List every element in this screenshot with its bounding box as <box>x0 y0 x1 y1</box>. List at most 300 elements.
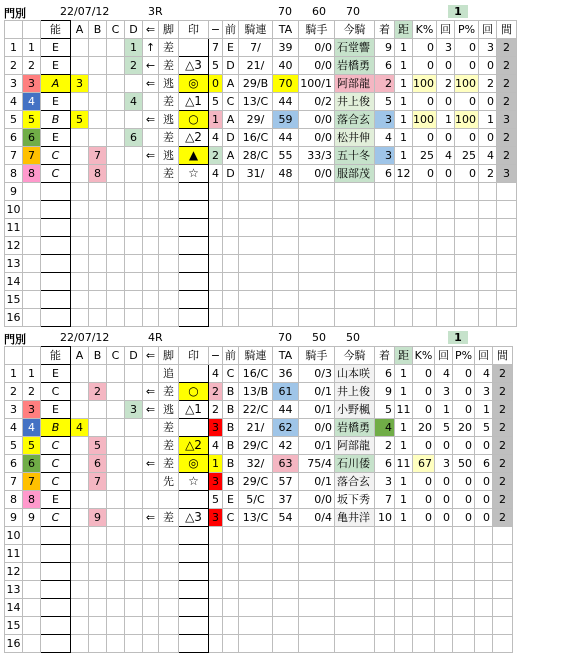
cell-jockey-name <box>335 291 375 309</box>
cell-k-count <box>435 545 453 563</box>
cell-ta <box>273 201 299 219</box>
cell-dist <box>395 273 413 291</box>
table-row <box>5 255 517 273</box>
cell-col-d <box>125 581 143 599</box>
cell-mark <box>179 581 209 599</box>
cell-col-d <box>125 147 143 165</box>
cell-finish <box>375 617 395 635</box>
cell-col-c <box>107 93 125 111</box>
cell-p-count: 4 <box>479 147 497 165</box>
cell-col-a <box>71 437 89 455</box>
cell-gate <box>23 183 41 201</box>
cell-finish: 3 <box>375 111 395 129</box>
cell-k-pct <box>413 237 437 255</box>
cell-mark: ◎ <box>179 455 209 473</box>
cell-jockey-rate: 100/1 <box>299 75 335 93</box>
cell-col-a <box>71 201 89 219</box>
cell-rank <box>41 309 71 327</box>
cell-jockey-rate: 0/1 <box>299 401 335 419</box>
cell-gate <box>23 237 41 255</box>
cell-k-pct: 0 <box>413 39 437 57</box>
cell-col-c <box>107 75 125 93</box>
cell-dist <box>395 527 413 545</box>
cell-rank: E <box>41 491 71 509</box>
cell-p-count <box>479 237 497 255</box>
cell-front: B <box>223 401 239 419</box>
cell-dash <box>209 581 223 599</box>
cell-p-pct <box>455 309 479 327</box>
cell-front: A <box>223 147 239 165</box>
cell-finish: 3 <box>375 473 395 491</box>
cell-style <box>159 291 179 309</box>
cell-rank <box>41 237 71 255</box>
col-header-row-num <box>5 21 23 39</box>
table-row <box>5 237 517 255</box>
cell-finish: 4 <box>375 419 395 437</box>
cell-k-pct: 0 <box>413 129 437 147</box>
cell-jockey-rate <box>299 219 335 237</box>
cell-rank: E <box>41 39 71 57</box>
cell-style: 差 <box>159 383 179 401</box>
col-header-mark: 印 <box>179 347 209 365</box>
cell-front <box>223 581 239 599</box>
cell-mark: △3 <box>179 509 209 527</box>
cell-col-d <box>125 75 143 93</box>
cell-k-pct <box>413 527 435 545</box>
cell-front: B <box>223 437 239 455</box>
cell-mark: ☆ <box>179 165 209 183</box>
cell-jockey-name <box>335 545 375 563</box>
cell-mark <box>179 527 209 545</box>
cell-col-b <box>89 219 107 237</box>
cell-dist: 11 <box>395 401 413 419</box>
cell-p-count <box>475 581 493 599</box>
cell-interval: 2 <box>493 509 513 527</box>
cell-col-b: 7 <box>89 147 107 165</box>
cell-mark <box>179 39 209 57</box>
cell-rank <box>41 527 71 545</box>
cell-jockey-combo: 13/C <box>239 93 273 111</box>
cell-jockey-rate: 0/0 <box>299 39 335 57</box>
cell-rank <box>41 219 71 237</box>
cell-jockey-name <box>335 563 375 581</box>
cell-gate <box>23 309 41 327</box>
cell-mark <box>179 491 209 509</box>
cell-p-pct: 100 <box>455 111 479 129</box>
cell-front <box>223 201 239 219</box>
cell-rank <box>41 273 71 291</box>
cell-col-d <box>125 473 143 491</box>
cell-col-d <box>125 309 143 327</box>
cell-col-a <box>71 39 89 57</box>
cell-col-d <box>125 237 143 255</box>
cell-jockey-combo: 13/B <box>239 383 273 401</box>
cell-col-d: 2 <box>125 57 143 75</box>
sheet-header <box>0 4 573 20</box>
cell-ta <box>273 237 299 255</box>
cell-col-c <box>107 473 125 491</box>
cell-row-num: 9 <box>5 509 23 527</box>
cell-col-c <box>107 563 125 581</box>
cell-col-c <box>107 57 125 75</box>
cell-finish <box>375 545 395 563</box>
cell-mark <box>179 545 209 563</box>
cell-dist: 1 <box>395 509 413 527</box>
cell-dist <box>395 635 413 653</box>
cell-jockey-combo: 16/C <box>239 365 273 383</box>
cell-gate: 7 <box>23 147 41 165</box>
cell-mark: ▲ <box>179 147 209 165</box>
cell-col-d <box>125 255 143 273</box>
cell-front <box>223 599 239 617</box>
cell-ta: 40 <box>273 57 299 75</box>
cell-interval: 2 <box>493 401 513 419</box>
cell-dist: 1 <box>395 57 413 75</box>
cell-front <box>223 563 239 581</box>
cell-k-count: 3 <box>437 39 455 57</box>
cell-row-num: 12 <box>5 563 23 581</box>
cell-col-b <box>89 57 107 75</box>
cell-p-count: 3 <box>475 383 493 401</box>
cell-p-pct: 0 <box>455 93 479 111</box>
cell-arrow <box>143 581 159 599</box>
cell-jockey-combo <box>239 183 273 201</box>
cell-style: 先 <box>159 473 179 491</box>
cell-jockey-rate: 0/0 <box>299 111 335 129</box>
cell-col-c <box>107 581 125 599</box>
cell-col-c <box>107 255 125 273</box>
cell-row-num: 7 <box>5 473 23 491</box>
cell-rank: E <box>41 365 71 383</box>
cell-interval <box>497 201 517 219</box>
cell-style: 差 <box>159 129 179 147</box>
cell-k-pct: 0 <box>413 165 437 183</box>
cell-finish: 5 <box>375 401 395 419</box>
cell-ta <box>273 309 299 327</box>
cell-ta <box>273 219 299 237</box>
cell-jockey-combo: 21/ <box>239 57 273 75</box>
cell-style <box>159 581 179 599</box>
cell-jockey-rate: 0/0 <box>299 491 335 509</box>
cell-style: 差 <box>159 165 179 183</box>
cell-col-a <box>71 57 89 75</box>
cell-dash <box>209 219 223 237</box>
cell-mark: ☆ <box>179 473 209 491</box>
cell-p-count: 0 <box>475 473 493 491</box>
cell-dash <box>209 183 223 201</box>
cell-p-count: 4 <box>475 365 493 383</box>
cell-style: 逃 <box>159 147 179 165</box>
cell-dash: 5 <box>209 93 223 111</box>
cell-dist: 1 <box>395 365 413 383</box>
cell-ta: 62 <box>273 419 299 437</box>
cell-row-num: 7 <box>5 147 23 165</box>
cell-dist: 1 <box>395 93 413 111</box>
cell-finish: 10 <box>375 509 395 527</box>
cell-jockey-name <box>335 255 375 273</box>
cell-ta <box>273 635 299 653</box>
cell-style: 逃 <box>159 75 179 93</box>
cell-dash <box>209 563 223 581</box>
cell-col-c <box>107 635 125 653</box>
cell-jockey-rate <box>299 183 335 201</box>
cell-row-num: 2 <box>5 57 23 75</box>
cell-jockey-combo: 5/C <box>239 491 273 509</box>
cell-dist: 1 <box>395 491 413 509</box>
col-header-dist: 距 <box>395 21 413 39</box>
cell-arrow <box>143 201 159 219</box>
cell-jockey-combo <box>239 255 273 273</box>
cell-jockey-rate: 0/0 <box>299 165 335 183</box>
cell-k-count: 2 <box>437 75 455 93</box>
cell-front: C <box>223 93 239 111</box>
cell-p-pct: 0 <box>453 401 475 419</box>
cell-col-a <box>71 273 89 291</box>
cell-interval: 2 <box>497 93 517 111</box>
cell-col-c <box>107 545 125 563</box>
cell-k-count: 4 <box>435 365 453 383</box>
cell-front <box>223 273 239 291</box>
cell-dash <box>209 545 223 563</box>
cell-p-pct <box>453 599 475 617</box>
cell-rank: C <box>41 147 71 165</box>
table-row <box>5 201 517 219</box>
cell-k-pct <box>413 635 435 653</box>
cell-arrow <box>143 309 159 327</box>
table-row <box>5 491 513 509</box>
cell-finish: 3 <box>375 147 395 165</box>
cell-style <box>159 255 179 273</box>
cell-jockey-combo <box>239 617 273 635</box>
cell-mark: △1 <box>179 401 209 419</box>
cell-dist: 1 <box>395 437 413 455</box>
cell-mark: △2 <box>179 437 209 455</box>
cell-dist: 1 <box>395 473 413 491</box>
cell-arrow <box>143 365 159 383</box>
cell-col-a <box>71 617 89 635</box>
cell-arrow <box>143 255 159 273</box>
cell-dash: 4 <box>209 365 223 383</box>
cell-col-c <box>107 273 125 291</box>
cell-front <box>223 545 239 563</box>
cell-interval <box>493 581 513 599</box>
cell-interval <box>493 617 513 635</box>
cell-col-a <box>71 291 89 309</box>
cell-arrow <box>143 419 159 437</box>
cell-jockey-combo: 16/C <box>239 129 273 147</box>
cell-gate: 2 <box>23 383 41 401</box>
race-number: 3R <box>148 5 163 18</box>
cell-rank <box>41 201 71 219</box>
cell-jockey-name: 岩橋勇 <box>335 419 375 437</box>
cell-jockey-name: 服部茂 <box>335 165 375 183</box>
cell-arrow <box>143 473 159 491</box>
cell-dash: 7 <box>209 39 223 57</box>
cell-col-a: 3 <box>71 75 89 93</box>
table-row <box>5 111 517 129</box>
cell-finish: 5 <box>375 93 395 111</box>
cell-jockey-combo <box>239 201 273 219</box>
cell-interval <box>493 563 513 581</box>
cell-jockey-name <box>335 219 375 237</box>
cell-interval: 2 <box>493 419 513 437</box>
cell-p-count: 3 <box>479 39 497 57</box>
cell-col-b <box>89 599 107 617</box>
cell-mark <box>179 635 209 653</box>
cell-style <box>159 635 179 653</box>
cell-col-c <box>107 509 125 527</box>
col-header-jockey-name: 今騎 <box>335 21 375 39</box>
cell-ta: 48 <box>273 165 299 183</box>
cell-row-num: 4 <box>5 419 23 437</box>
cell-dist: 1 <box>395 75 413 93</box>
cell-jockey-name <box>335 581 375 599</box>
cell-dist: 11 <box>395 455 413 473</box>
cell-jockey-rate: 33/3 <box>299 147 335 165</box>
col-header-p-count: 回 <box>479 21 497 39</box>
cell-col-a <box>71 401 89 419</box>
cell-dash <box>209 255 223 273</box>
cell-finish <box>375 183 395 201</box>
cell-col-b <box>89 401 107 419</box>
cell-row-num: 11 <box>5 545 23 563</box>
cell-k-count <box>435 617 453 635</box>
cell-interval: 2 <box>497 57 517 75</box>
cell-ta: 61 <box>273 383 299 401</box>
cell-gate: 1 <box>23 365 41 383</box>
cell-style: 差 <box>159 419 179 437</box>
cell-front: D <box>223 129 239 147</box>
cell-mark <box>179 309 209 327</box>
cell-col-c <box>107 527 125 545</box>
cell-jockey-rate: 0/0 <box>299 57 335 75</box>
cell-style <box>159 563 179 581</box>
cell-p-pct <box>453 545 475 563</box>
cell-col-b <box>89 635 107 653</box>
cell-k-pct <box>413 255 437 273</box>
cell-style <box>159 527 179 545</box>
cell-finish: 7 <box>375 491 395 509</box>
cell-row-num: 6 <box>5 129 23 147</box>
header-value-2: 50 <box>312 331 326 344</box>
cell-finish <box>375 273 395 291</box>
col-header-mark: 印 <box>179 21 209 39</box>
cell-k-pct: 0 <box>413 491 435 509</box>
cell-p-pct: 0 <box>455 39 479 57</box>
cell-row-num: 16 <box>5 635 23 653</box>
cell-k-count: 1 <box>435 401 453 419</box>
col-header-col-a: A <box>71 21 89 39</box>
cell-jockey-rate <box>299 291 335 309</box>
header-value-3: 70 <box>346 5 360 18</box>
cell-p-pct: 100 <box>455 75 479 93</box>
col-header-ta: TA <box>273 347 299 365</box>
cell-interval: 2 <box>493 473 513 491</box>
cell-k-pct: 0 <box>413 93 437 111</box>
col-header-rank: 能 <box>41 347 71 365</box>
cell-interval <box>497 237 517 255</box>
cell-col-c <box>107 455 125 473</box>
cell-arrow <box>143 635 159 653</box>
cell-dist <box>395 545 413 563</box>
header-value-1: 70 <box>278 331 292 344</box>
cell-rank <box>41 563 71 581</box>
cell-rank: E <box>41 57 71 75</box>
cell-jockey-combo <box>239 563 273 581</box>
cell-finish: 2 <box>375 437 395 455</box>
cell-jockey-rate: 0/3 <box>299 365 335 383</box>
cell-jockey-combo <box>239 545 273 563</box>
cell-row-num: 12 <box>5 237 23 255</box>
cell-p-count: 2 <box>479 165 497 183</box>
cell-interval: 3 <box>497 111 517 129</box>
cell-rank: B <box>41 111 71 129</box>
cell-arrow <box>143 165 159 183</box>
cell-rank <box>41 183 71 201</box>
cell-jockey-name <box>335 273 375 291</box>
cell-dist: 1 <box>395 383 413 401</box>
cell-k-count: 4 <box>437 147 455 165</box>
cell-jockey-name: 小野楓 <box>335 401 375 419</box>
cell-col-b <box>89 129 107 147</box>
cell-style <box>159 219 179 237</box>
cell-gate <box>23 635 41 653</box>
cell-gate: 8 <box>23 491 41 509</box>
cell-k-pct: 0 <box>413 57 437 75</box>
cell-interval: 2 <box>493 365 513 383</box>
cell-gate <box>23 527 41 545</box>
cell-p-pct <box>455 237 479 255</box>
cell-col-a <box>71 147 89 165</box>
table-row <box>5 39 517 57</box>
cell-row-num: 5 <box>5 437 23 455</box>
cell-gate: 3 <box>23 75 41 93</box>
cell-style <box>159 545 179 563</box>
cell-mark: ○ <box>179 111 209 129</box>
cell-p-pct <box>455 219 479 237</box>
cell-style <box>159 491 179 509</box>
cell-col-d <box>125 201 143 219</box>
cell-jockey-name: 坂下秀 <box>335 491 375 509</box>
cell-p-pct: 0 <box>453 383 475 401</box>
cell-k-pct <box>413 599 435 617</box>
cell-col-d <box>125 455 143 473</box>
cell-col-d <box>125 183 143 201</box>
cell-jockey-combo: 7/ <box>239 39 273 57</box>
cell-col-a <box>71 563 89 581</box>
cell-row-num: 13 <box>5 255 23 273</box>
cell-rank <box>41 291 71 309</box>
cell-jockey-rate <box>299 563 335 581</box>
cell-finish <box>375 581 395 599</box>
cell-p-pct: 0 <box>453 509 475 527</box>
table-row <box>5 509 513 527</box>
cell-row-num: 8 <box>5 491 23 509</box>
race-date: 22/07/12 <box>60 5 110 18</box>
cell-col-b <box>89 545 107 563</box>
cell-dist: 12 <box>395 165 413 183</box>
cell-interval <box>493 599 513 617</box>
cell-style <box>159 273 179 291</box>
cell-gate: 7 <box>23 473 41 491</box>
cell-col-c <box>107 111 125 129</box>
table-row <box>5 365 513 383</box>
cell-mark: ◎ <box>179 75 209 93</box>
cell-gate <box>23 201 41 219</box>
cell-col-a: 5 <box>71 111 89 129</box>
col-header-jockey-combo: 騎連 <box>239 21 273 39</box>
cell-jockey-rate: 0/0 <box>299 129 335 147</box>
